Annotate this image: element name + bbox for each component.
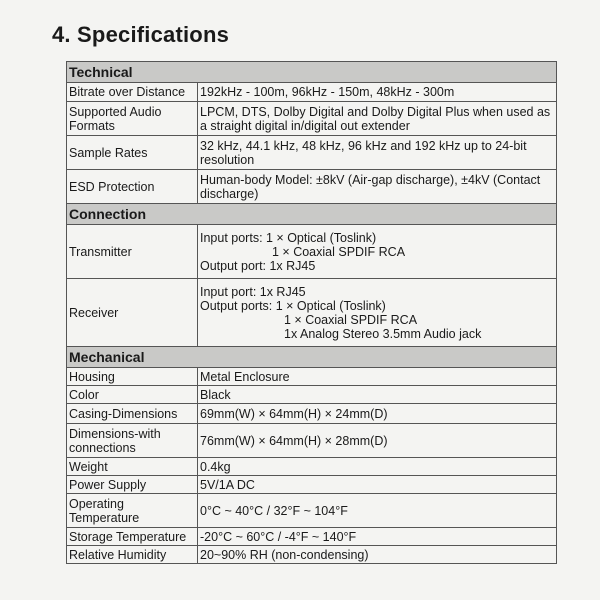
specifications-table <box>66 61 557 564</box>
row-value: 0°C ~ 40°C / 32°F ~ 104°F <box>198 494 557 528</box>
row-label <box>67 102 198 136</box>
row-label: Operating Temperature <box>67 494 198 528</box>
table-row <box>67 528 557 546</box>
row-label: Relative Humidity <box>67 546 198 564</box>
value-line: Input port: 1x RJ45 <box>200 284 306 299</box>
section-heading: Technical <box>67 62 557 83</box>
row-label: Weight <box>67 458 198 476</box>
value-line: 1 × Coaxial SPDIF RCA <box>284 312 418 327</box>
row-value: -20°C ~ 60°C / -4°F ~ 140°F <box>198 528 557 546</box>
row-label: ESD Protection <box>67 170 198 204</box>
table-row <box>67 404 557 424</box>
value-line: Output port: 1x RJ45 <box>200 258 316 273</box>
row-label: Dimensions-with connections <box>67 424 198 458</box>
section-heading: Mechanical <box>67 347 557 368</box>
row-value: 5V/1A DC <box>198 476 557 494</box>
row-value: Human-body Model: ±8kV (Air-gap discharge), ±4kV (Contact discharge) <box>198 170 557 204</box>
row-value: 32 kHz, 44.1 kHz, 48 kHz, 96 kHz and 192 kHz up to 24-bit resolution <box>198 136 557 170</box>
section-header-technical <box>67 62 557 83</box>
table-row <box>67 476 557 494</box>
table-row <box>67 136 557 170</box>
value-line: 1 × Coaxial SPDIF RCA <box>272 244 406 259</box>
value-line: Input ports: 1 × Optical (Toslink) <box>200 230 377 245</box>
value-line: Output ports: 1 × Optical (Toslink) <box>200 298 386 313</box>
table-row <box>67 170 557 204</box>
row-label-text: Supported Audio Formats <box>69 104 162 133</box>
table-row-transmitter <box>67 225 557 279</box>
table-row <box>67 494 557 528</box>
row-value: 76mm(W) × 64mm(H) × 28mm(D) <box>198 424 557 458</box>
row-value: 192kHz - 100m, 96kHz - 150m, 48kHz - 300m <box>198 83 557 102</box>
row-value: 0.4kg <box>198 458 557 476</box>
row-value: LPCM, DTS, Dolby Digital and Dolby Digital Plus when used as a straight digital in/digital out extender <box>198 102 557 136</box>
row-value: Metal Enclosure <box>198 368 557 386</box>
row-value <box>198 279 557 347</box>
table-row <box>67 546 557 564</box>
section-header-mechanical <box>67 347 557 368</box>
row-label: Transmitter <box>67 225 198 279</box>
row-value: 20~90% RH (non-condensing) <box>198 546 557 564</box>
row-label: Color <box>67 386 198 404</box>
row-label: Bitrate over Distance <box>67 83 198 102</box>
table-row <box>67 83 557 102</box>
table-row <box>67 424 557 458</box>
row-label: Casing-Dimensions <box>67 404 198 424</box>
section-header-connection <box>67 204 557 225</box>
table-row-receiver <box>67 279 557 347</box>
table-row <box>67 102 557 136</box>
table-row <box>67 458 557 476</box>
row-label: Sample Rates <box>67 136 198 170</box>
row-value: 69mm(W) × 64mm(H) × 24mm(D) <box>198 404 557 424</box>
row-label: Receiver <box>67 279 198 347</box>
row-value <box>198 225 557 279</box>
table-row <box>67 386 557 404</box>
table-row <box>67 368 557 386</box>
section-heading: Connection <box>67 204 557 225</box>
page-title: 4. Specifications <box>52 22 230 47</box>
row-label: Storage Temperature <box>67 528 198 546</box>
row-label: Housing <box>67 368 198 386</box>
value-line: 1x Analog Stereo 3.5mm Audio jack <box>284 326 482 341</box>
row-value: Black <box>198 386 557 404</box>
row-label: Power Supply <box>67 476 198 494</box>
